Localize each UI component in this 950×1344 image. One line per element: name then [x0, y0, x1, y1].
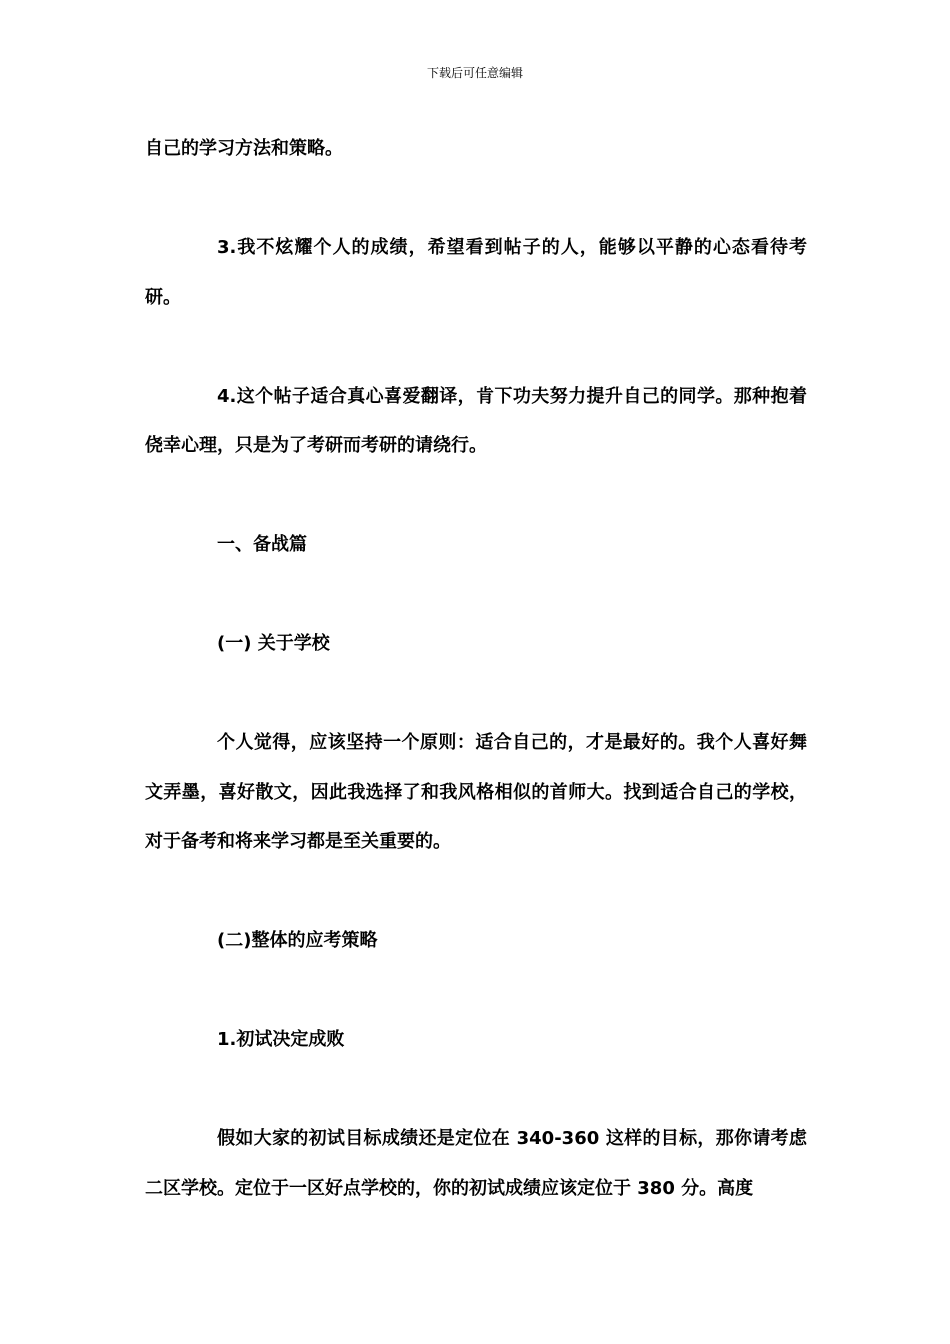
section-heading-preparation: 一、备战篇 — [217, 534, 307, 555]
paragraph-continuation: 自己的学习方法和策略。 — [145, 138, 343, 159]
page-header: 下载后可任意编辑 — [426, 66, 523, 80]
paragraph-school-choice: 个人觉得，应该坚持一个原则：适合自己的，才是最好的。我个人喜好舞文弄墨，喜好散文，因此我选择了和我风格相似的首师大。找到适合自己的学校，对于备考和将来学习都是至关重要的。 — [145, 732, 807, 852]
document-body — [145, 124, 807, 1213]
item-heading-initial-exam: 1.初试决定成败 — [217, 1029, 345, 1050]
paragraph-point-4: 4.这个帖子适合真心喜爱翻译，肯下功夫努力提升自己的同学。那种抱着侥幸心理，只是为了考研而考研的请绕行。 — [145, 385, 807, 456]
paragraph-point-3: 3.我不炫耀个人的成绩，希望看到帖子的人，能够以平静的心态看待考研。 — [145, 237, 807, 308]
paragraph-score-target: 假如大家的初试目标成绩还是定位在 340-360 这样的目标，那你请考虑二区学校。定位于一区好点学校的，你的初试成绩应该定位于 380 分。高度 — [145, 1128, 807, 1199]
subsection-heading-school: (一) 关于学校 — [217, 633, 330, 654]
subsection-heading-strategy: (二)整体的应考策略 — [217, 930, 378, 951]
